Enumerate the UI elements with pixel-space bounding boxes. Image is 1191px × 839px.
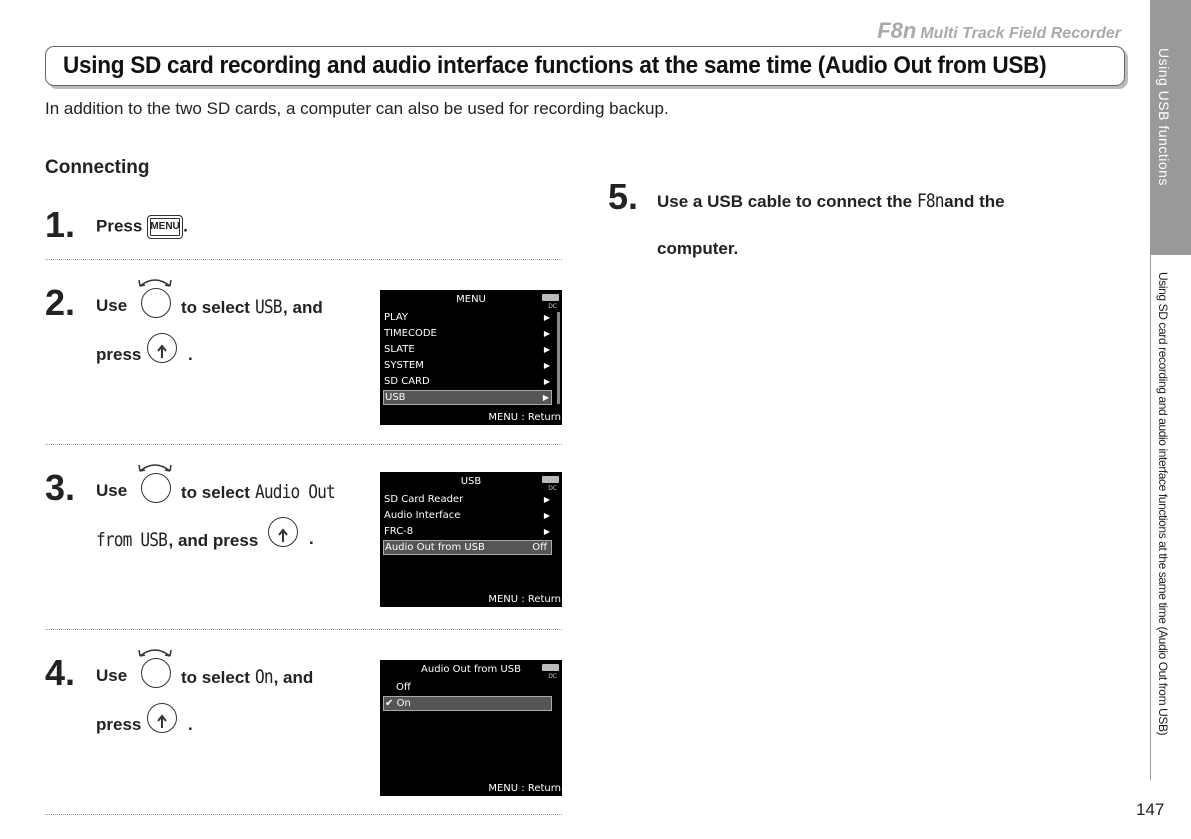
model-name: F8n: [877, 18, 917, 43]
step-4-number: 4.: [45, 652, 76, 693]
section-tab: [1150, 0, 1191, 255]
step-4-and: , and: [273, 668, 314, 687]
step-separator: [45, 259, 562, 260]
step-5-number: 5.: [608, 176, 639, 217]
step-5-text-end: and the: [944, 192, 1005, 211]
chevron-right-icon: ▶: [543, 511, 550, 520]
usb-screen-title: USB: [460, 476, 482, 487]
step-3-item-line1: Audio Out: [254, 481, 335, 503]
menu-item-label: FRC-8: [384, 526, 414, 537]
model-subtitle: Multi Track Field Recorder: [920, 25, 1121, 42]
header-brand: [877, 18, 1121, 44]
step-3-item-line2: from USB: [96, 529, 167, 551]
audio-out-screen: [380, 660, 562, 796]
usb-item-audio-interface: [383, 508, 552, 523]
audio-out-screen-title: Audio Out from USB: [421, 664, 521, 675]
step-5-model: F8n: [916, 190, 944, 212]
screen-footer: MENU : Return: [488, 783, 561, 794]
checkmark-icon: ✔: [385, 698, 394, 709]
page-title: Using SD card recording and audio interface functions at the same time (Audio Out from USB): [63, 52, 1047, 79]
menu-item-label: SYSTEM: [384, 360, 424, 371]
section-tab-label: Using USB functions: [1156, 48, 1172, 186]
chevron-right-icon: ▶: [543, 361, 550, 370]
chevron-right-icon: ▶: [543, 329, 550, 338]
chevron-right-icon: ▶: [543, 495, 550, 504]
usb-item-sd-card-reader: [383, 492, 552, 507]
menu-item-play: [383, 310, 552, 325]
chevron-right-icon: ▶: [543, 313, 550, 322]
menu-item-sd-card: [383, 374, 552, 389]
menu-item-label: SD Card Reader: [384, 494, 464, 505]
step-4-period: .: [188, 715, 193, 734]
battery-icon: [542, 664, 559, 671]
menu-item-label: USB: [385, 392, 406, 403]
dial-rotate-arrows-icon: [137, 646, 173, 658]
step-4-press: press: [96, 715, 142, 734]
step-2-select: [181, 296, 323, 318]
option-label: Off: [396, 682, 411, 693]
menu-screen-title: MENU: [456, 294, 486, 305]
step-2-use: Use: [96, 296, 128, 315]
step-2-item: USB: [254, 296, 282, 318]
step-3-period: .: [309, 529, 314, 548]
scrollbar: [557, 312, 560, 404]
step-separator: [45, 814, 562, 815]
dial-press-icon: [147, 333, 177, 363]
menu-item-label: SD CARD: [384, 376, 430, 387]
option-label: On: [396, 698, 411, 709]
dial-icon: [141, 288, 171, 318]
dial-icon: [141, 658, 171, 688]
step-5-line2: computer.: [657, 239, 739, 258]
menu-key-icon: MENU: [147, 215, 183, 239]
step-2-number: 2.: [45, 282, 76, 323]
dial-icon: [141, 473, 171, 503]
screen-footer: MENU : Return: [488, 594, 561, 605]
usb-item-frc8: [383, 524, 552, 539]
step-3-use: Use: [96, 481, 128, 500]
step-3-select-label: to select: [181, 483, 250, 502]
step-3-and-press: , and press: [168, 531, 259, 550]
battery-icon: [542, 294, 559, 301]
menu-item-label: PLAY: [384, 312, 409, 323]
usb-item-audio-out: [383, 540, 552, 555]
chevron-right-icon: ▶: [543, 527, 550, 536]
screen-footer: MENU : Return: [488, 412, 561, 423]
dial-press-icon: [268, 517, 298, 547]
step-2-period: .: [188, 345, 193, 364]
menu-item-usb: [383, 390, 552, 405]
page-number: 147: [1136, 800, 1165, 819]
section-heading: Connecting: [45, 157, 150, 178]
step-2-and: , and: [283, 298, 323, 317]
step-1-number: 1.: [45, 204, 76, 245]
menu-screen: [380, 290, 562, 425]
setting-value: Off: [532, 542, 547, 553]
step-2-select-label: to select: [181, 298, 250, 317]
intro-text: In addition to the two SD cards, a computer can also be used for recording backup.: [45, 99, 669, 118]
dial-press-icon: [147, 703, 177, 733]
step-2-press: press: [96, 345, 142, 364]
dial-rotate-arrows-icon: [137, 461, 173, 473]
dc-label: DC: [548, 303, 557, 310]
step-4-use: Use: [96, 666, 128, 685]
menu-item-system: [383, 358, 552, 373]
sidebar-rule: [1150, 255, 1151, 780]
chevron-right-icon: ▶: [542, 393, 549, 402]
menu-item-label: Audio Out from USB: [385, 542, 485, 553]
step-1-text: [96, 215, 188, 239]
step-1-press-label: Press: [96, 216, 143, 236]
step-4-item: On: [254, 666, 273, 688]
step-5-line1: [657, 190, 1005, 212]
step-separator: [45, 629, 562, 630]
menu-item-slate: [383, 342, 552, 357]
dc-label: DC: [548, 485, 557, 492]
step-1-period: .: [183, 216, 188, 236]
step-4-select: [181, 666, 313, 688]
step-3-number: 3.: [45, 467, 76, 508]
usb-screen: [380, 472, 562, 607]
page-title-box: [45, 46, 1125, 86]
step-5-text: Use a USB cable to connect the: [657, 192, 913, 211]
dc-label: DC: [548, 673, 557, 680]
battery-icon: [542, 476, 559, 483]
step-3-line2: [96, 529, 258, 551]
chevron-right-icon: ▶: [543, 377, 550, 386]
option-on: [383, 696, 552, 711]
chevron-right-icon: ▶: [543, 345, 550, 354]
menu-item-label: TIMECODE: [384, 328, 437, 339]
step-4-select-label: to select: [181, 668, 250, 687]
step-3-select: [181, 481, 349, 503]
step-separator: [45, 444, 562, 445]
option-off: [383, 680, 552, 695]
menu-item-label: Audio Interface: [384, 510, 461, 521]
menu-item-label: SLATE: [384, 344, 415, 355]
dial-rotate-arrows-icon: [137, 276, 173, 288]
running-title: Using SD card recording and audio interface functions at the same time (Audio Out from USB): [1156, 272, 1170, 736]
menu-item-timecode: [383, 326, 552, 341]
